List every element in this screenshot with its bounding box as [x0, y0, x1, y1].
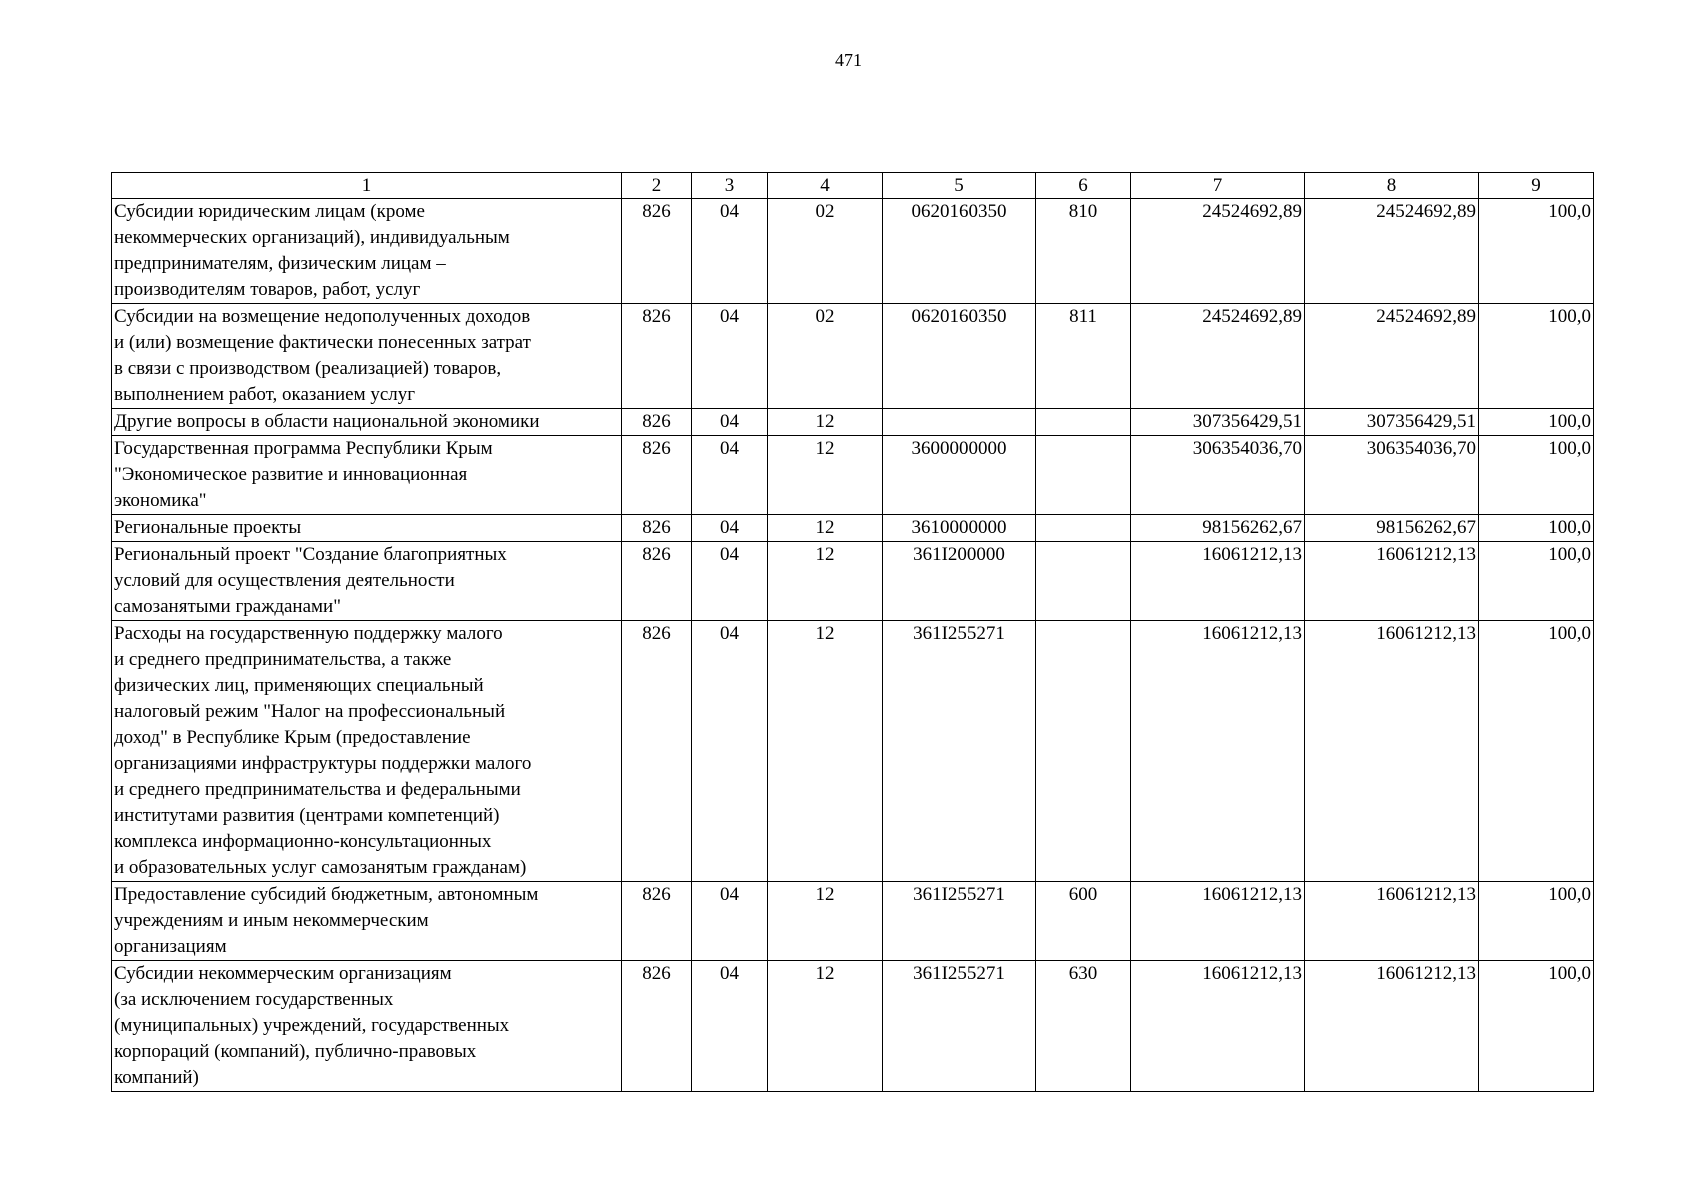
header-cell: 2	[622, 173, 692, 199]
expense-type-code	[1036, 621, 1131, 882]
subsection-code: 12	[768, 621, 883, 882]
row-description: Субсидии юридическим лицам (кроме некоммерческих организаций), индивидуальным предпринимателям, физическим лицам – производителям товаров, работ, услуг	[112, 199, 622, 304]
execution-percent: 100,0	[1479, 304, 1594, 409]
target-article-code: 0620160350	[883, 199, 1036, 304]
planned-amount: 98156262,67	[1131, 515, 1305, 542]
header-cell: 1	[112, 173, 622, 199]
row-description: Субсидии некоммерческим организациям (за исключением государственных (муниципальных) учреждений, государственных корпораций (компаний), публично-правовых компаний)	[112, 961, 622, 1092]
dept-code: 826	[622, 542, 692, 621]
dept-code: 826	[622, 304, 692, 409]
header-cell: 7	[1131, 173, 1305, 199]
row-description: Другие вопросы в области национальной экономики	[112, 409, 622, 436]
expense-type-code: 811	[1036, 304, 1131, 409]
executed-amount: 24524692,89	[1305, 304, 1479, 409]
header-row	[112, 173, 1594, 199]
dept-code: 826	[622, 515, 692, 542]
section-code: 04	[692, 882, 768, 961]
executed-amount: 307356429,51	[1305, 409, 1479, 436]
table-row	[112, 515, 1594, 542]
executed-amount: 98156262,67	[1305, 515, 1479, 542]
table-row	[112, 304, 1594, 409]
target-article-code: 3600000000	[883, 436, 1036, 515]
dept-code: 826	[622, 436, 692, 515]
subsection-code: 02	[768, 199, 883, 304]
expense-type-code: 630	[1036, 961, 1131, 1092]
execution-percent: 100,0	[1479, 882, 1594, 961]
target-article-code: 361I255271	[883, 621, 1036, 882]
section-code: 04	[692, 304, 768, 409]
section-code: 04	[692, 409, 768, 436]
subsection-code: 12	[768, 436, 883, 515]
dept-code: 826	[622, 882, 692, 961]
table-row	[112, 436, 1594, 515]
target-article-code: 0620160350	[883, 304, 1036, 409]
budget-table	[111, 172, 1594, 1092]
row-description: Субсидии на возмещение недополученных доходов и (или) возмещение фактически понесенных затрат в связи с производством (реализацией) товаров, выполнением работ, оказанием услуг	[112, 304, 622, 409]
header-cell: 8	[1305, 173, 1479, 199]
execution-percent: 100,0	[1479, 515, 1594, 542]
header-cell: 3	[692, 173, 768, 199]
executed-amount: 306354036,70	[1305, 436, 1479, 515]
execution-percent: 100,0	[1479, 409, 1594, 436]
row-description: Предоставление субсидий бюджетным, автономным учреждениям и иным некоммерческим организациям	[112, 882, 622, 961]
table-row	[112, 409, 1594, 436]
subsection-code: 02	[768, 304, 883, 409]
executed-amount: 16061212,13	[1305, 961, 1479, 1092]
section-code: 04	[692, 621, 768, 882]
section-code: 04	[692, 199, 768, 304]
table-row	[112, 542, 1594, 621]
target-article-code	[883, 409, 1036, 436]
executed-amount: 16061212,13	[1305, 542, 1479, 621]
row-description: Региональный проект "Создание благоприятных условий для осуществления деятельности самозанятыми гражданами"	[112, 542, 622, 621]
dept-code: 826	[622, 199, 692, 304]
planned-amount: 16061212,13	[1131, 621, 1305, 882]
header-cell: 6	[1036, 173, 1131, 199]
execution-percent: 100,0	[1479, 199, 1594, 304]
target-article-code: 3610000000	[883, 515, 1036, 542]
header-cell: 4	[768, 173, 883, 199]
target-article-code: 361I200000	[883, 542, 1036, 621]
planned-amount: 307356429,51	[1131, 409, 1305, 436]
subsection-code: 12	[768, 515, 883, 542]
planned-amount: 16061212,13	[1131, 882, 1305, 961]
executed-amount: 24524692,89	[1305, 199, 1479, 304]
table-row	[112, 621, 1594, 882]
planned-amount: 16061212,13	[1131, 542, 1305, 621]
subsection-code: 12	[768, 542, 883, 621]
execution-percent: 100,0	[1479, 621, 1594, 882]
target-article-code: 361I255271	[883, 882, 1036, 961]
section-code: 04	[692, 542, 768, 621]
expense-type-code: 600	[1036, 882, 1131, 961]
page-number: 471	[835, 50, 862, 70]
row-description: Региональные проекты	[112, 515, 622, 542]
header-cell: 5	[883, 173, 1036, 199]
row-description: Государственная программа Республики Крым "Экономическое развитие и инновационная экономика"	[112, 436, 622, 515]
subsection-code: 12	[768, 882, 883, 961]
execution-percent: 100,0	[1479, 542, 1594, 621]
table-row	[112, 882, 1594, 961]
expense-type-code	[1036, 542, 1131, 621]
dept-code: 826	[622, 621, 692, 882]
planned-amount: 306354036,70	[1131, 436, 1305, 515]
executed-amount: 16061212,13	[1305, 882, 1479, 961]
table-row	[112, 199, 1594, 304]
table-row	[112, 961, 1594, 1092]
dept-code: 826	[622, 409, 692, 436]
executed-amount: 16061212,13	[1305, 621, 1479, 882]
section-code: 04	[692, 515, 768, 542]
execution-percent: 100,0	[1479, 436, 1594, 515]
planned-amount: 24524692,89	[1131, 199, 1305, 304]
dept-code: 826	[622, 961, 692, 1092]
planned-amount: 16061212,13	[1131, 961, 1305, 1092]
target-article-code: 361I255271	[883, 961, 1036, 1092]
subsection-code: 12	[768, 961, 883, 1092]
planned-amount: 24524692,89	[1131, 304, 1305, 409]
section-code: 04	[692, 961, 768, 1092]
execution-percent: 100,0	[1479, 961, 1594, 1092]
expense-type-code: 810	[1036, 199, 1131, 304]
expense-type-code	[1036, 409, 1131, 436]
expense-type-code	[1036, 515, 1131, 542]
row-description: Расходы на государственную поддержку малого и среднего предпринимательства, а также физических лиц, применяющих специальный налоговый режим "Налог на профессиональный доход" в Республике Крым (предоставление организациями инфраструктуры поддержки малого и среднего предпринимательства и федеральными институтами развития (центрами компетенций) комплекса информационно-консультационных и образовательных услуг самозанятым гражданам)	[112, 621, 622, 882]
expense-type-code	[1036, 436, 1131, 515]
header-cell: 9	[1479, 173, 1594, 199]
subsection-code: 12	[768, 409, 883, 436]
section-code: 04	[692, 436, 768, 515]
